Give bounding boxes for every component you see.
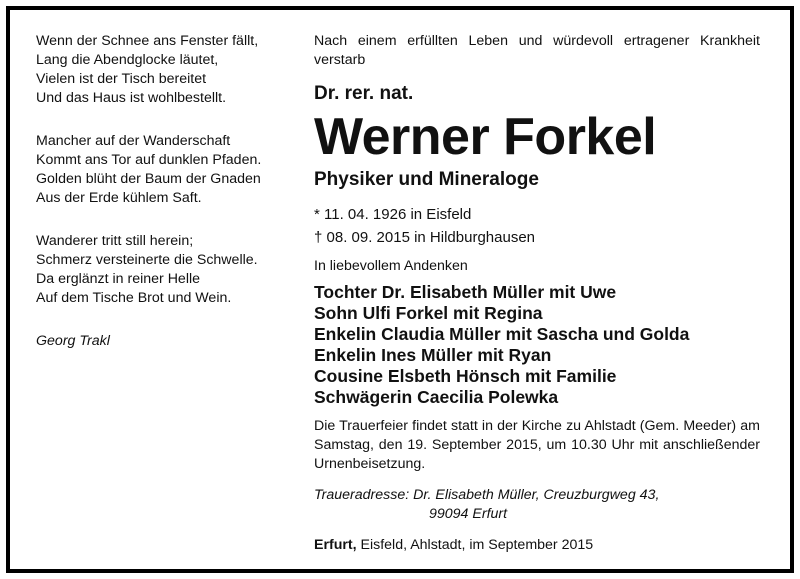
poem-line: Und das Haus ist wohlbestellt.: [36, 90, 227, 106]
profession: Physiker und Mineraloge: [314, 169, 539, 190]
closing-rest: Eisfeld, Ahlstadt, im September 2015: [356, 537, 594, 553]
poem-line: Schmerz versteinerte die Schwelle.: [36, 252, 258, 268]
poem-line: Kommt ans Tor auf dunklen Pfaden.: [36, 152, 262, 168]
death-date: † 08. 09. 2015 in Hildburghausen: [314, 229, 536, 246]
birth-date: * 11. 04. 1926 in Eisfeld: [314, 206, 472, 223]
mourning-address: [314, 486, 760, 524]
poem-line: Aus der Erde kühlem Saft.: [36, 190, 202, 206]
mourner: Tochter Dr. Elisabeth Müller mit Uwe: [314, 282, 617, 302]
poem-line: Auf dem Tische Brot und Wein.: [36, 290, 232, 306]
address-line: 99094 Erfurt: [429, 506, 508, 522]
poem-line: Mancher auf der Wanderschaft: [36, 133, 231, 149]
memory-line: In liebevollem Andenken: [314, 258, 468, 274]
closing-line: [314, 536, 760, 555]
intro-text: Nach einem erfüllten Leben und würdevoll ertragener Krankheit verstarb: [314, 33, 760, 68]
poem-stanza: [36, 32, 304, 108]
poem-line: Da erglänzt in reiner Helle: [36, 271, 201, 287]
mourner: Sohn Ulfi Forkel mit Regina: [314, 303, 543, 323]
deceased-name: Werner Forkel: [314, 108, 657, 166]
mourners-list: [314, 282, 760, 408]
poem-line: Lang die Abendglocke läutet,: [36, 52, 219, 68]
address-line: Traueradresse: Dr. Elisabeth Müller, Creuzburgweg 43,: [314, 487, 660, 503]
academic-title: Dr. rer. nat.: [314, 83, 414, 104]
poem-line: Vielen ist der Tisch bereitet: [36, 71, 207, 87]
obituary-notice: [6, 6, 794, 573]
funeral-service-text: Die Trauerfeier findet statt in der Kirche zu Ahlstadt (Gem. Meeder) am Samstag, den 19. September 2015, um 10.30 Uhr mit anschließender Urnenbeisetzung.: [314, 418, 760, 472]
closing-place: Erfurt,: [314, 537, 357, 553]
poem-stanza: [36, 132, 304, 208]
poem-line: Golden blüht der Baum der Gnaden: [36, 171, 261, 187]
mourner: Cousine Elsbeth Hönsch mit Familie: [314, 366, 617, 386]
mourner: Enkelin Claudia Müller mit Sascha und Golda: [314, 324, 690, 344]
poem-line: Wanderer tritt still herein;: [36, 233, 194, 249]
poem-line: Wenn der Schnee ans Fenster fällt,: [36, 33, 259, 49]
poem-author: Georg Trakl: [36, 333, 110, 349]
poem-column: [36, 32, 304, 351]
notice-column: [314, 32, 760, 555]
life-dates: [314, 203, 760, 249]
mourner: Enkelin Ines Müller mit Ryan: [314, 345, 552, 365]
mourner: Schwägerin Caecilia Polewka: [314, 387, 559, 407]
poem-stanza: [36, 232, 304, 308]
